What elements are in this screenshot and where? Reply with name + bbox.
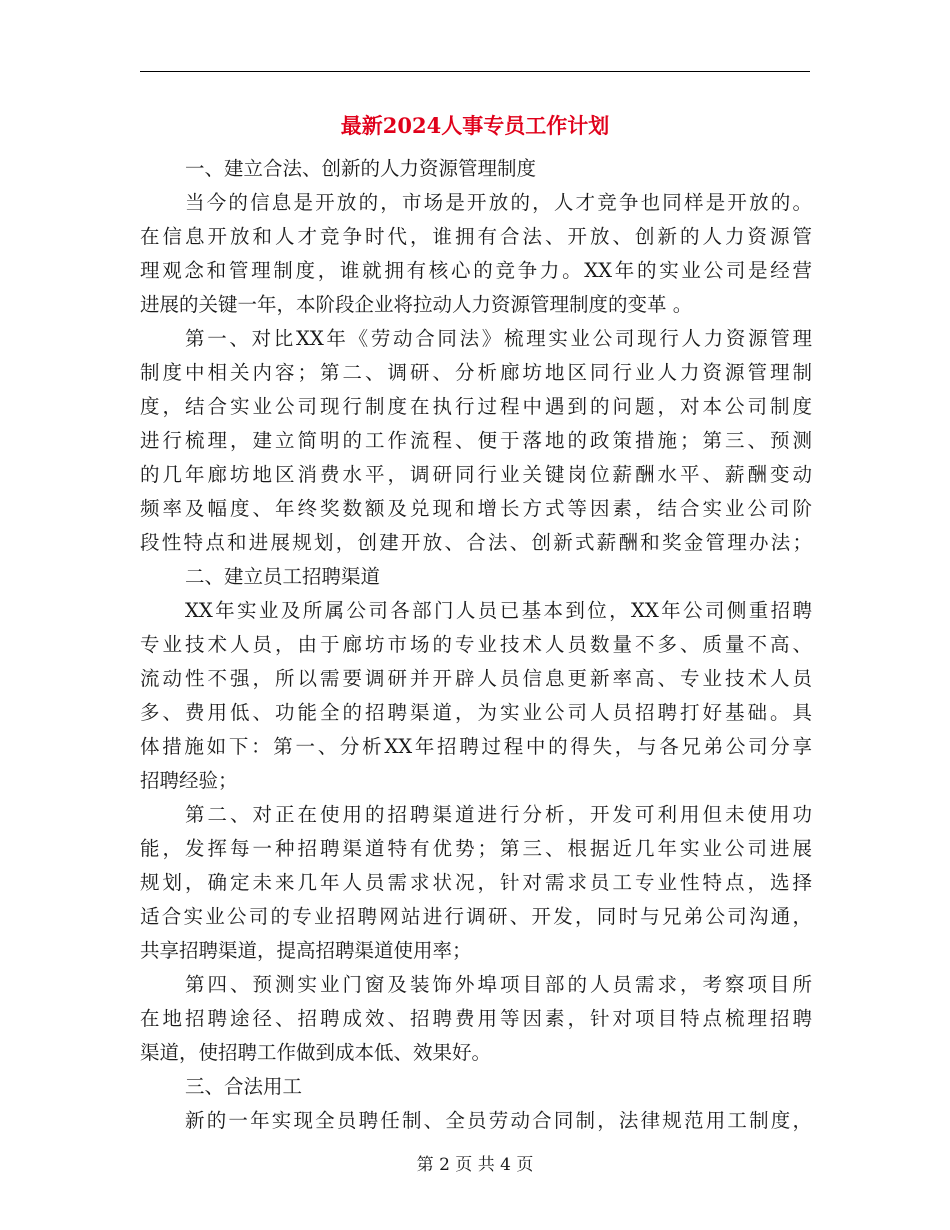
paragraph-line: 招聘经验； bbox=[140, 769, 238, 792]
paragraph-line: 的几年廊坊地区消费水平，调研同行业关键岗位薪酬水平、薪酬变动 bbox=[140, 463, 812, 486]
paragraph-first-line: 第四、预测实业门窗及装饰外埠项目部的人员需求，考察项目所 bbox=[185, 973, 812, 996]
paragraph-line: 在地招聘途径、招聘成效、招聘费用等因素，针对项目特点梳理招聘 bbox=[140, 1007, 812, 1030]
paragraph-line: 理观念和管理制度，谁就拥有核心的竞争力。XX年的实业公司是经营 bbox=[140, 259, 812, 282]
paragraph-line: 在信息开放和人才竞争时代，谁拥有合法、开放、创新的人力资源管 bbox=[140, 225, 812, 248]
paragraph-line: 规划，确定未来几年人员需求状况，针对需求员工专业性特点，选择 bbox=[140, 871, 812, 894]
paragraph-line: 进展的关键一年，本阶段企业将拉动人力资源管理制度的变革 。 bbox=[140, 293, 693, 316]
paragraph-line: 体措施如下：第一、分析XX年招聘过程中的得失，与各兄弟公司分享 bbox=[140, 735, 812, 758]
paragraph-first-line: 三、合法用工 bbox=[185, 1075, 303, 1098]
paragraph-first-line: 当今的信息是开放的，市场是开放的，人才竞争也同样是开放的。 bbox=[185, 191, 812, 214]
paragraph-line: 共享招聘渠道，提高招聘渠道使用率； bbox=[140, 939, 472, 962]
paragraph-line: 制度中相关内容；第二、调研、分析廊坊地区同行业人力资源管理制 bbox=[140, 361, 812, 384]
header-rule bbox=[140, 71, 810, 72]
paragraph-first-line: 二、建立员工招聘渠道 bbox=[185, 565, 381, 588]
paragraph-line: 段性特点和进展规划，创建开放、合法、创新式薪酬和奖金管理办法； bbox=[140, 531, 812, 554]
paragraph-line: 度，结合实业公司现行制度在执行过程中遇到的问题，对本公司制度 bbox=[140, 395, 812, 418]
document-body bbox=[140, 152, 812, 1138]
paragraph-line: 多、费用低、功能全的招聘渠道，为实业公司人员招聘打好基础。具 bbox=[140, 701, 812, 724]
paragraph-line: 适合实业公司的专业招聘网站进行调研、开发，同时与兄弟公司沟通， bbox=[140, 905, 812, 928]
paragraph-first-line: 第二、对正在使用的招聘渠道进行分析，开发可利用但未使用功 bbox=[185, 803, 812, 826]
paragraph-line: 能，发挥每一种招聘渠道特有优势；第三、根据近几年实业公司进展 bbox=[140, 837, 812, 860]
paragraph-first-line: 第一、对比XX年《劳动合同法》梳理实业公司现行人力资源管理 bbox=[185, 327, 812, 350]
document-title: 最新2024人事专员工作计划 bbox=[340, 113, 610, 138]
paragraph-line: 渠道，使招聘工作做到成本低、效果好。 bbox=[140, 1041, 492, 1064]
paragraph-line: 流动性不强，所以需要调研并开辟人员信息更新率高、专业技术人员 bbox=[140, 667, 812, 690]
paragraph-first-line: 一、建立合法、创新的人力资源管理制度 bbox=[185, 157, 537, 180]
paragraph-line: 频率及幅度、年终奖数额及兑现和增长方式等因素，结合实业公司阶 bbox=[140, 497, 812, 520]
page-footer: 第 2 页 共 4 页 bbox=[416, 1155, 534, 1175]
paragraph-first-line: XX年实业及所属公司各部门人员已基本到位，XX年公司侧重招聘 bbox=[185, 599, 812, 622]
paragraph-line: 专业技术人员，由于廊坊市场的专业技术人员数量不多、质量不高、 bbox=[140, 633, 812, 656]
paragraph-line: 进行梳理，建立简明的工作流程、便于落地的政策措施；第三、预测 bbox=[140, 429, 812, 452]
paragraph-first-line: 新的一年实现全员聘任制、全员劳动合同制，法律规范用工制度， bbox=[185, 1109, 812, 1132]
